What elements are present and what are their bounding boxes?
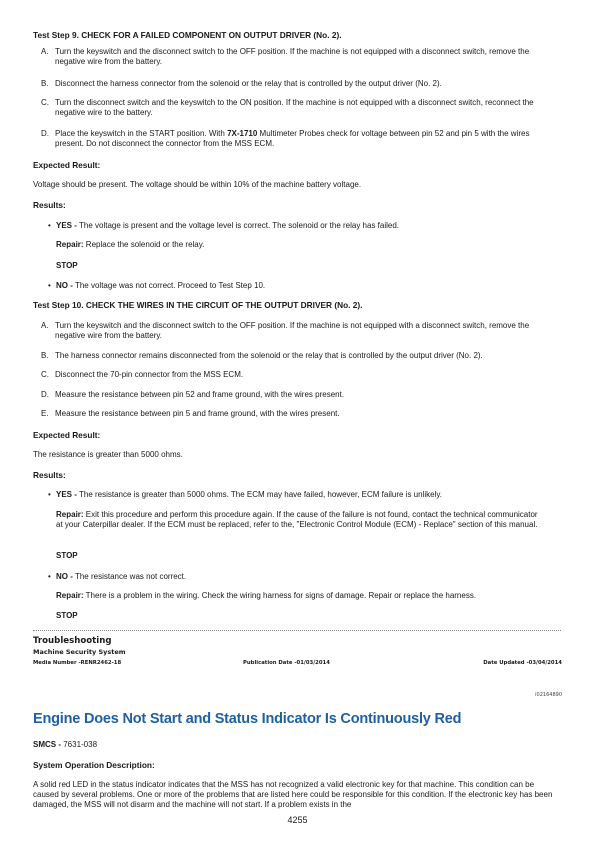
step10-item-e-letter: E. xyxy=(41,409,49,418)
step9-no-item xyxy=(48,281,548,291)
publication-date: Publication Date -01/03/2014 xyxy=(243,660,330,666)
system-operation-body: A solid red LED in the status indicator indicates that the MSS has not recognized a valid electronic key for that machine. This condition can be caused by several problems. One or more of the problems that are listed here could be responsible for this condition. If the electronic key has been damaged, the MSS will not disarm and the machine will not start. If a problem exists in the xyxy=(33,780,553,809)
step10-item-e xyxy=(33,409,553,419)
step9-repair-label: Repair: xyxy=(56,240,84,249)
step9-item-c xyxy=(33,98,553,118)
step9-yes-text: The voltage is present and the voltage level is correct. The solenoid or the relay has failed. xyxy=(76,221,400,230)
step9-item-d-text-post: Multimeter Probes check for voltage between pin 52 and pin 5 with the wires present. Do not disconnect the connector from the MSS ECM. xyxy=(55,129,530,148)
step9-item-d-letter: D. xyxy=(41,129,49,138)
step9-item-b-text: Disconnect the harness connector from the solenoid or the relay that is controlled by the output driver (No. 2). xyxy=(55,79,442,88)
page-number: 4255 xyxy=(287,815,308,825)
step9-expected-label: Expected Result: xyxy=(33,160,101,170)
bullet-icon: • xyxy=(48,221,51,230)
step10-expected-label: Expected Result: xyxy=(33,430,101,440)
step9-expected-text: Voltage should be present. The voltage should be within 10% of the machine battery voltage. xyxy=(33,180,362,189)
step9-item-a xyxy=(33,47,553,67)
step10-repair-1-text: Exit this procedure and perform this procedure again. If the cause of the failure is not found, contact the technical communicator at your Caterpillar dealer. If the ECM must be replaced, refer to the, "Electronic Control Module (ECM) - Replace" section of this manual. xyxy=(56,510,538,529)
step9-heading: Test Step 9. CHECK FOR A FAILED COMPONENT ON OUTPUT DRIVER (No. 2). xyxy=(33,30,342,40)
section-title: Troubleshooting xyxy=(33,636,112,646)
step10-no-label: NO - xyxy=(56,572,73,581)
step9-item-b-letter: B. xyxy=(41,79,49,88)
step9-item-a-text: Turn the keyswitch and the disconnect switch to the OFF position. If the machine is not equipped with a disconnect switch, remove the negative wire from the battery. xyxy=(55,47,530,66)
step9-yes-item xyxy=(48,221,548,231)
smcs-value: 7631-038 xyxy=(61,740,98,749)
system-title: Machine Security System xyxy=(33,648,126,656)
bullet-icon: • xyxy=(48,490,51,499)
step9-item-d xyxy=(33,129,553,149)
step9-stop: STOP xyxy=(56,261,78,270)
step9-item-c-text: Turn the disconnect switch and the keyswitch to the ON position. If the machine is not equipped with a disconnect switch, reconnect the negative wire to the battery. xyxy=(55,98,534,117)
document-id: i02164890 xyxy=(535,692,562,698)
step10-yes-label: YES - xyxy=(56,490,77,499)
step9-item-b xyxy=(33,79,553,89)
step10-item-a xyxy=(33,321,553,341)
step9-yes-label: YES - xyxy=(56,221,77,230)
step10-item-b-text: The harness connector remains disconnected from the solenoid or the relay that is controlled by the output driver (No. 2). xyxy=(55,351,483,360)
step9-repair-text: Replace the solenoid or the relay. xyxy=(83,240,205,249)
step10-repair-2-label: Repair: xyxy=(56,591,84,600)
smcs-code xyxy=(33,740,558,750)
step10-repair-2 xyxy=(56,591,546,601)
step10-item-b xyxy=(33,351,553,361)
step10-repair-1 xyxy=(56,510,546,530)
step10-yes-text: The resistance is greater than 5000 ohms. The ECM may have failed, however, ECM failure is unlikely. xyxy=(76,490,442,499)
step10-repair-1-label: Repair: xyxy=(56,510,84,519)
step10-item-c-letter: C. xyxy=(41,370,49,379)
step9-no-text: The voltage was not correct. Proceed to Test Step 10. xyxy=(72,281,266,290)
media-number: Media Number -RENR2462-18 xyxy=(33,660,122,666)
step10-stop-2: STOP xyxy=(56,611,78,620)
step10-no-text: The resistance was not correct. xyxy=(72,572,187,581)
step9-results-label: Results: xyxy=(33,200,66,210)
step10-stop-1: STOP xyxy=(56,551,78,560)
article-title: Engine Does Not Start and Status Indicator Is Continuously Red xyxy=(33,711,462,727)
step10-item-a-letter: A. xyxy=(41,321,49,330)
step9-item-d-text xyxy=(55,129,553,149)
step10-item-c xyxy=(33,370,553,380)
multimeter-part-number: 7X-1710 xyxy=(227,129,258,138)
bullet-icon: • xyxy=(48,281,51,290)
step10-item-d-letter: D. xyxy=(41,390,49,399)
step10-no-item xyxy=(48,572,548,582)
step9-item-c-letter: C. xyxy=(41,98,49,107)
step10-item-e-text: Measure the resistance between pin 5 and frame ground, with the wires present. xyxy=(55,409,340,418)
smcs-label: SMCS - xyxy=(33,740,61,749)
divider xyxy=(33,630,561,631)
step10-heading: Test Step 10. CHECK THE WIRES IN THE CIRCUIT OF THE OUTPUT DRIVER (No. 2). xyxy=(33,300,363,310)
step9-item-a-letter: A. xyxy=(41,47,49,56)
step10-item-c-text: Disconnect the 70-pin connector from the MSS ECM. xyxy=(55,370,244,379)
step9-item-d-text-pre: Place the keyswitch in the START position. With xyxy=(55,129,228,138)
step9-no-label: NO - xyxy=(56,281,73,290)
bullet-icon: • xyxy=(48,572,51,581)
system-operation-label: System Operation Description: xyxy=(33,760,155,770)
step10-item-a-text: Turn the keyswitch and the disconnect switch to the OFF position. If the machine is not equipped with a disconnect switch, remove the negative wire from the battery. xyxy=(55,321,530,340)
step9-repair xyxy=(56,240,546,250)
step10-expected-text: The resistance is greater than 5000 ohms. xyxy=(33,450,183,459)
date-updated: Date Updated -03/04/2014 xyxy=(483,660,562,666)
step10-item-d xyxy=(33,390,553,400)
step10-repair-2-text: There is a problem in the wiring. Check the wiring harness for signs of damage. Repair or replace the harness. xyxy=(83,591,477,600)
step10-results-label: Results: xyxy=(33,470,66,480)
step10-item-d-text: Measure the resistance between pin 52 and frame ground, with the wires present. xyxy=(55,390,345,399)
step10-item-b-letter: B. xyxy=(41,351,49,360)
step10-yes-item xyxy=(48,490,548,500)
